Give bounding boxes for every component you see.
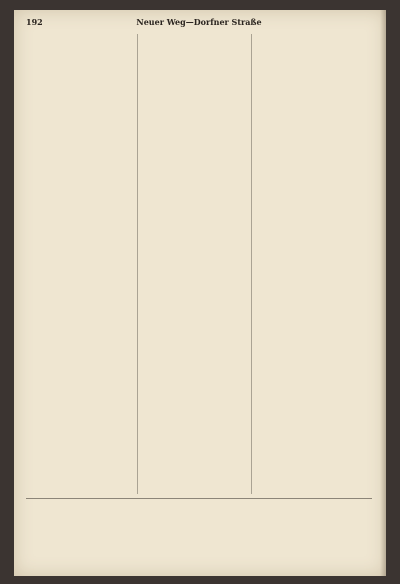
page-number: 192 <box>26 17 43 27</box>
directory-column-1 <box>26 34 134 494</box>
directory-column-2 <box>140 34 248 494</box>
street-history-note <box>26 498 372 563</box>
column-divider <box>137 34 138 494</box>
directory-column-3 <box>254 34 372 494</box>
page-header <box>26 17 372 31</box>
directory-page <box>14 10 386 576</box>
running-head: Neuer Weg—Dorfner Straße <box>136 17 262 27</box>
page-edge-shadow <box>380 10 386 576</box>
column-divider <box>251 34 252 494</box>
